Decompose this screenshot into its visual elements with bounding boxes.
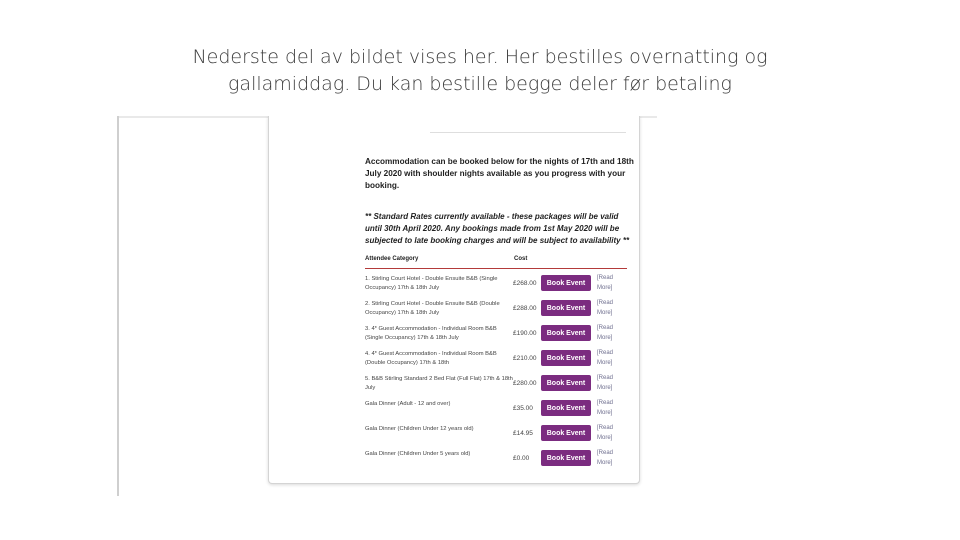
row-description: Gala Dinner (Children Under 5 years old) xyxy=(365,451,471,457)
row-cost: £14.95 xyxy=(513,430,533,437)
read-more-link[interactable] xyxy=(597,423,623,443)
book-event-button[interactable]: Book Event xyxy=(541,300,591,316)
table-row xyxy=(365,372,639,397)
read-more-line-1: [Read xyxy=(597,300,614,306)
read-more-line-2: More] xyxy=(597,385,613,391)
read-more-line-1: [Read xyxy=(597,425,614,431)
read-more-line-2: More] xyxy=(597,460,613,466)
column-header-category: Attendee Category xyxy=(365,256,419,262)
accommodation-intro: Accommodation can be booked below for the nights of 17th and 18th July 2020 with shoulder nights available as you progress with your booking. xyxy=(365,157,634,190)
table-row xyxy=(365,297,639,322)
row-cost: £280.00 xyxy=(513,380,537,387)
table-row xyxy=(365,347,639,372)
row-description: 4. 4* Guest Accommodation - Individual Room B&B (Double Occupancy) 17th & 18th xyxy=(365,351,497,366)
row-cost: £288.00 xyxy=(513,305,537,312)
screenshot-left-border xyxy=(117,116,119,496)
read-more-link[interactable] xyxy=(597,398,623,418)
read-more-line-2: More] xyxy=(597,360,613,366)
row-description: 2. Stirling Court Hotel - Double Ensuite B&B (Double Occupancy) 17th & 18th July xyxy=(365,301,500,316)
row-cost: £210.00 xyxy=(513,355,537,362)
row-cost: £35.00 xyxy=(513,405,533,412)
row-description: 5. B&B Stirling Standard 2 Bed Flat (Full Flat) 17th & 18th July xyxy=(365,376,513,391)
book-event-button[interactable]: Book Event xyxy=(541,325,591,341)
row-description: Gala Dinner (Children Under 12 years old) xyxy=(365,426,474,432)
table-row xyxy=(365,397,639,422)
book-event-button[interactable]: Book Event xyxy=(541,275,591,291)
read-more-link[interactable] xyxy=(597,298,623,318)
read-more-link[interactable] xyxy=(597,373,623,393)
read-more-line-2: More] xyxy=(597,410,613,416)
table-row xyxy=(365,447,639,472)
read-more-link[interactable] xyxy=(597,323,623,343)
book-event-button[interactable]: Book Event xyxy=(541,350,591,366)
row-description: 1. Stirling Court Hotel - Double Ensuite B&B (Single Occupancy) 17th & 18th July xyxy=(365,276,498,291)
row-cost: £0.00 xyxy=(513,455,530,462)
read-more-line-2: More] xyxy=(597,310,613,316)
panel-divider xyxy=(430,132,626,133)
slide-title-line-1: Nederste del av bildet vises her. Her bestilles overnatting og xyxy=(192,46,768,68)
book-event-button[interactable]: Book Event xyxy=(541,425,591,441)
book-event-button[interactable]: Book Event xyxy=(541,450,591,466)
read-more-line-1: [Read xyxy=(597,325,614,331)
read-more-line-2: More] xyxy=(597,335,613,341)
read-more-line-1: [Read xyxy=(597,450,614,456)
row-description: 3. 4* Guest Accommodation - Individual Room B&B (Single Occupancy) 17th & 18th July xyxy=(365,326,497,341)
row-description: Gala Dinner (Adult - 12 and over) xyxy=(365,401,451,407)
read-more-line-1: [Read xyxy=(597,375,614,381)
table-header-rule xyxy=(365,268,627,269)
row-cost: £268.00 xyxy=(513,280,537,287)
read-more-line-1: [Read xyxy=(597,275,614,281)
read-more-line-1: [Read xyxy=(597,350,614,356)
table-row xyxy=(365,422,639,447)
slide-title xyxy=(60,44,900,98)
read-more-link[interactable] xyxy=(597,448,623,468)
read-more-link[interactable] xyxy=(597,273,623,293)
read-more-line-2: More] xyxy=(597,435,613,441)
read-more-link[interactable] xyxy=(597,348,623,368)
slide-title-line-2: gallamiddag. Du kan bestille begge deler før betaling xyxy=(228,73,732,95)
row-cost: £190.00 xyxy=(513,330,537,337)
standard-rates-notice: ** Standard Rates currently available - these packages will be valid until 30th April 2020. Any bookings made from 1st May 2020 will be subjected to late booking charges and will be subject to availability ** xyxy=(365,212,630,245)
book-event-button[interactable]: Book Event xyxy=(541,400,591,416)
column-header-cost: Cost xyxy=(514,256,528,262)
book-event-button[interactable]: Book Event xyxy=(541,375,591,391)
table-row xyxy=(365,272,639,297)
read-more-line-1: [Read xyxy=(597,400,614,406)
read-more-line-2: More] xyxy=(597,285,613,291)
table-row xyxy=(365,322,639,347)
